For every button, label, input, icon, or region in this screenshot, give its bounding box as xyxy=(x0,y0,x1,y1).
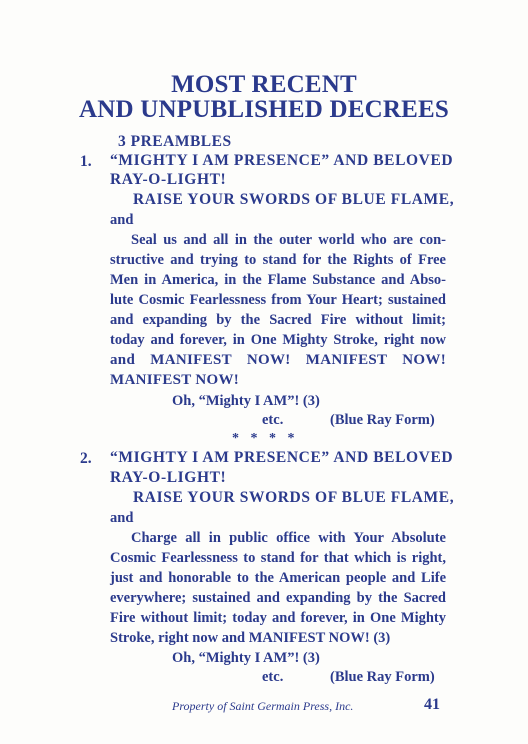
preamble-2-invocation-line-2: RAY-O-LIGHT! xyxy=(110,469,227,486)
preamble-1-separator: * * * * xyxy=(232,431,299,446)
preamble-1-body-line: today and forever, in One Mighty Stroke, right now xyxy=(110,332,446,348)
preamble-1-invocation-line-2: RAY-O-LIGHT! xyxy=(110,171,227,188)
preamble-1-and: and xyxy=(110,212,134,228)
section-heading: 3 PREAMBLES xyxy=(118,133,232,150)
preamble-2-closing: Oh, “Mighty I AM”! (3) xyxy=(172,650,320,666)
page-number: 41 xyxy=(424,696,440,713)
preamble-1-command: RAISE YOUR SWORDS OF BLUE FLAME, xyxy=(133,191,455,208)
preamble-2-form: (Blue Ray Form) xyxy=(330,669,435,685)
preamble-1-body-line: and MANIFEST NOW! MANIFEST NOW! xyxy=(110,352,446,368)
preamble-2-body-line: Fire without limit; today and forever, in One Mighty xyxy=(110,610,446,626)
preamble-2-body-line: Cosmic Fearlessness to stand for that which is right, xyxy=(110,550,446,566)
preamble-2-etc: etc. xyxy=(262,669,284,685)
preamble-1-invocation-line-1: “MIGHTY I AM PRESENCE” AND BELOVED xyxy=(110,152,454,169)
preamble-2-invocation-line-1: “MIGHTY I AM PRESENCE” AND BELOVED xyxy=(110,449,454,466)
preamble-2-body-line: Stroke, right now and MANIFEST NOW! (3) xyxy=(110,630,391,646)
preamble-1-etc: etc. xyxy=(262,412,284,428)
preamble-1-body-line: and expanding by the Sacred Fire without limit; xyxy=(110,312,446,328)
preamble-2-body-line: just and honorable to the American people and Life xyxy=(110,570,446,586)
preamble-1-body-line: Men in America, in the Flame Substance and Abso- xyxy=(110,272,446,288)
preamble-2-number: 2. xyxy=(80,450,92,467)
preamble-2-command: RAISE YOUR SWORDS OF BLUE FLAME, xyxy=(133,489,455,506)
preamble-1-body-line: lute Cosmic Fearlessness from Your Heart; sustained xyxy=(110,292,446,308)
preamble-1-body-line: Seal us and all in the outer world who are con- xyxy=(131,232,446,248)
preamble-2-body-line: Charge all in public office with Your Absolute xyxy=(131,530,446,546)
preamble-1-number: 1. xyxy=(80,153,92,170)
preamble-1-body-line: structive and trying to stand for the Rights of Free xyxy=(110,252,446,268)
page-title-line-1: MOST RECENT xyxy=(171,71,357,98)
preamble-2-body-line: everywhere; sustained and expanding by the Sacred xyxy=(110,590,446,606)
preamble-2-and: and xyxy=(110,510,134,526)
preamble-1-closing: Oh, “Mighty I AM”! (3) xyxy=(172,393,320,409)
page-title-line-2: AND UNPUBLISHED DECREES xyxy=(79,96,449,123)
preamble-1-form: (Blue Ray Form) xyxy=(330,412,435,428)
preamble-1-body-line: MANIFEST NOW! xyxy=(110,372,240,388)
page-footer: Property of Saint Germain Press, Inc. xyxy=(172,699,354,713)
